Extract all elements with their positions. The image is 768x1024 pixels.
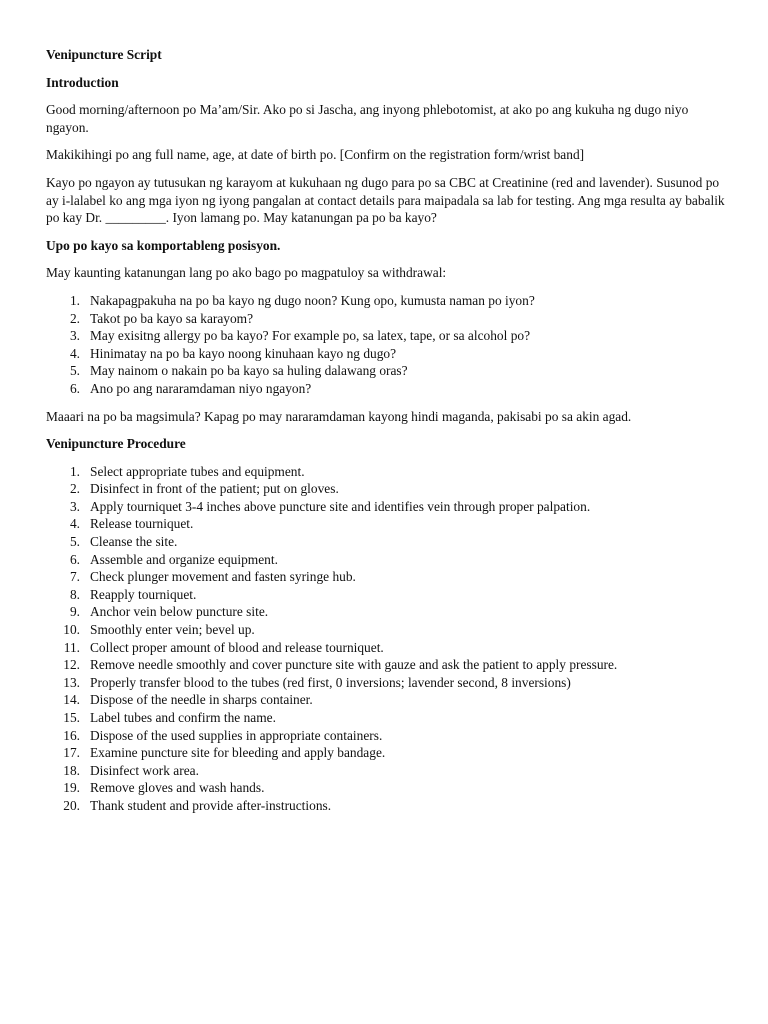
ask-details-paragraph: Makikihingi po ang full name, age, at date of birth po. [Confirm on the registration form/wrist band] [46, 147, 585, 163]
step-text: Release tourniquet. [90, 516, 194, 532]
list-item: 13. Properly transfer blood to the tubes (red first, 0 inversions; lavender second, 8 inversions) [63, 674, 571, 690]
list-item: 6. Assemble and organize equipment. [69, 551, 278, 567]
list-item: 16. Dispose of the used supplies in appropriate containers. [63, 727, 383, 743]
step-text: Thank student and provide after-instructions. [90, 797, 332, 813]
step-text: Label tubes and confirm the name. [90, 710, 276, 725]
question-text: Nakapagpakuha na po ba kayo ng dugo noon? Kung opo, kumusta naman po iyon? [90, 292, 535, 308]
list-item: 20. Thank student and provide after-instructions. [63, 797, 332, 813]
step-text: Disinfect work area. [90, 762, 199, 778]
questions-intro-paragraph: May kaunting katanungan lang po ako bago po magpatuloy sa withdrawal: [46, 265, 447, 281]
procedure-list [46, 463, 728, 815]
question-text: May nainom o nakain po ba kayo sa huling dalawang oras? [90, 363, 408, 379]
question-text: May exisitng allergy po ba kayo? For example po, sa latex, tape, or sa alcohol po? [90, 328, 531, 344]
list-item: 12. Remove needle smoothly and cover puncture site with gauze and ask the patient to apply pressure. [63, 657, 618, 673]
list-item: 19. Remove gloves and wash hands. [63, 780, 265, 796]
document-title: Venipuncture Script [46, 47, 162, 62]
step-text: Cleanse the site. [90, 534, 178, 550]
list-item: 7. Check plunger movement and fasten syringe hub. [69, 569, 356, 585]
list-item: 2. Disinfect in front of the patient; put on gloves. [69, 481, 339, 497]
questions-list [46, 292, 728, 398]
list-item: 18. Disinfect work area. [63, 762, 199, 778]
step-text: Assemble and organize equipment. [90, 551, 278, 567]
list-item: 5. May nainom o nakain po ba kayo sa huling dalawang oras? [69, 363, 408, 379]
greeting-paragraph: Good morning/afternoon po Ma’am/Sir. Ako po si Jascha, ang inyong phlebotomist, at ako po ang kukuha ng dugo niyo ngayon. [46, 102, 689, 135]
step-text: Anchor vein below puncture site. [90, 604, 269, 620]
list-item: 5. Cleanse the site. [69, 534, 178, 550]
list-item: 4. Hinimatay na po ba kayo noong kinuhaan kayo ng dugo? [69, 345, 397, 361]
list-item: 15. Label tubes and confirm the name. [63, 710, 276, 725]
question-text: Takot po ba kayo sa karayom? [90, 310, 254, 326]
list-item: 3. May exisitng allergy po ba kayo? For example po, sa latex, tape, or sa alcohol po? [69, 328, 531, 344]
position-instruction: Upo po kayo sa komportableng posisyon. [46, 237, 281, 253]
step-text: Properly transfer blood to the tubes (red first, 0 inversions; lavender second, 8 inversions) [90, 674, 571, 690]
step-text: Reapply tourniquet. [90, 586, 197, 602]
list-item: 1. Nakapagpakuha na po ba kayo ng dugo noon? Kung opo, kumusta naman po iyon? [69, 292, 535, 308]
list-item: 8. Reapply tourniquet. [69, 586, 197, 602]
step-text: Collect proper amount of blood and release tourniquet. [90, 639, 384, 655]
step-text: Dispose of the needle in sharps container. [90, 692, 313, 708]
step-text: Remove gloves and wash hands. [90, 780, 265, 796]
list-item: 4. Release tourniquet. [69, 516, 194, 532]
introduction-heading: Introduction [46, 74, 119, 90]
list-item: 17. Examine puncture site for bleeding and apply bandage. [63, 745, 386, 761]
list-item: 6. Ano po ang nararamdaman niyo ngayon? [69, 380, 312, 396]
begin-paragraph: Maaari na po ba magsimula? Kapag po may nararamdaman kayong hindi maganda, pakisabi po sa akin agad. [46, 408, 632, 424]
step-text: Examine puncture site for bleeding and apply bandage. [90, 745, 386, 761]
step-text: Check plunger movement and fasten syringe hub. [90, 569, 356, 585]
explanation-paragraph: Kayo po ngayon ay tutusukan ng karayom at kukuhaan ng dugo para po sa CBC at Creatinine (red and lavender). Susunod po ay i-lalabel ko ang mga iyon ng iyong pangalan at contact details para maipadala sa lab for testing. Ang mga resulta ay babalik po kay Dr. _________. Iyon lamang po. May katanungan pa po ba kayo? [46, 174, 725, 226]
step-text: Apply tourniquet 3-4 inches above puncture site and identifies vein through proper palpation. [90, 498, 591, 514]
step-text: Remove needle smoothly and cover puncture site with gauze and ask the patient to apply pressure. [90, 657, 618, 673]
question-text: Hinimatay na po ba kayo noong kinuhaan kayo ng dugo? [90, 345, 397, 361]
list-item: 9. Anchor vein below puncture site. [69, 604, 269, 620]
list-item: 2. Takot po ba kayo sa karayom? [69, 310, 254, 326]
list-item: 10. Smoothly enter vein; bevel up. [63, 622, 255, 638]
list-item: 3. Apply tourniquet 3-4 inches above puncture site and identifies vein through proper palpation. [69, 498, 591, 514]
list-item: 14. Dispose of the needle in sharps container. [63, 692, 313, 708]
question-text: Ano po ang nararamdaman niyo ngayon? [90, 380, 312, 396]
step-text: Disinfect in front of the patient; put on gloves. [90, 481, 339, 497]
step-text: Smoothly enter vein; bevel up. [90, 622, 255, 638]
step-text: Select appropriate tubes and equipment. [90, 463, 305, 479]
list-item: 11. Collect proper amount of blood and release tourniquet. [63, 639, 384, 655]
list-item: 1. Select appropriate tubes and equipment. [69, 463, 305, 479]
procedure-heading: Venipuncture Procedure [46, 436, 186, 452]
step-text: Dispose of the used supplies in appropriate containers. [90, 727, 383, 743]
